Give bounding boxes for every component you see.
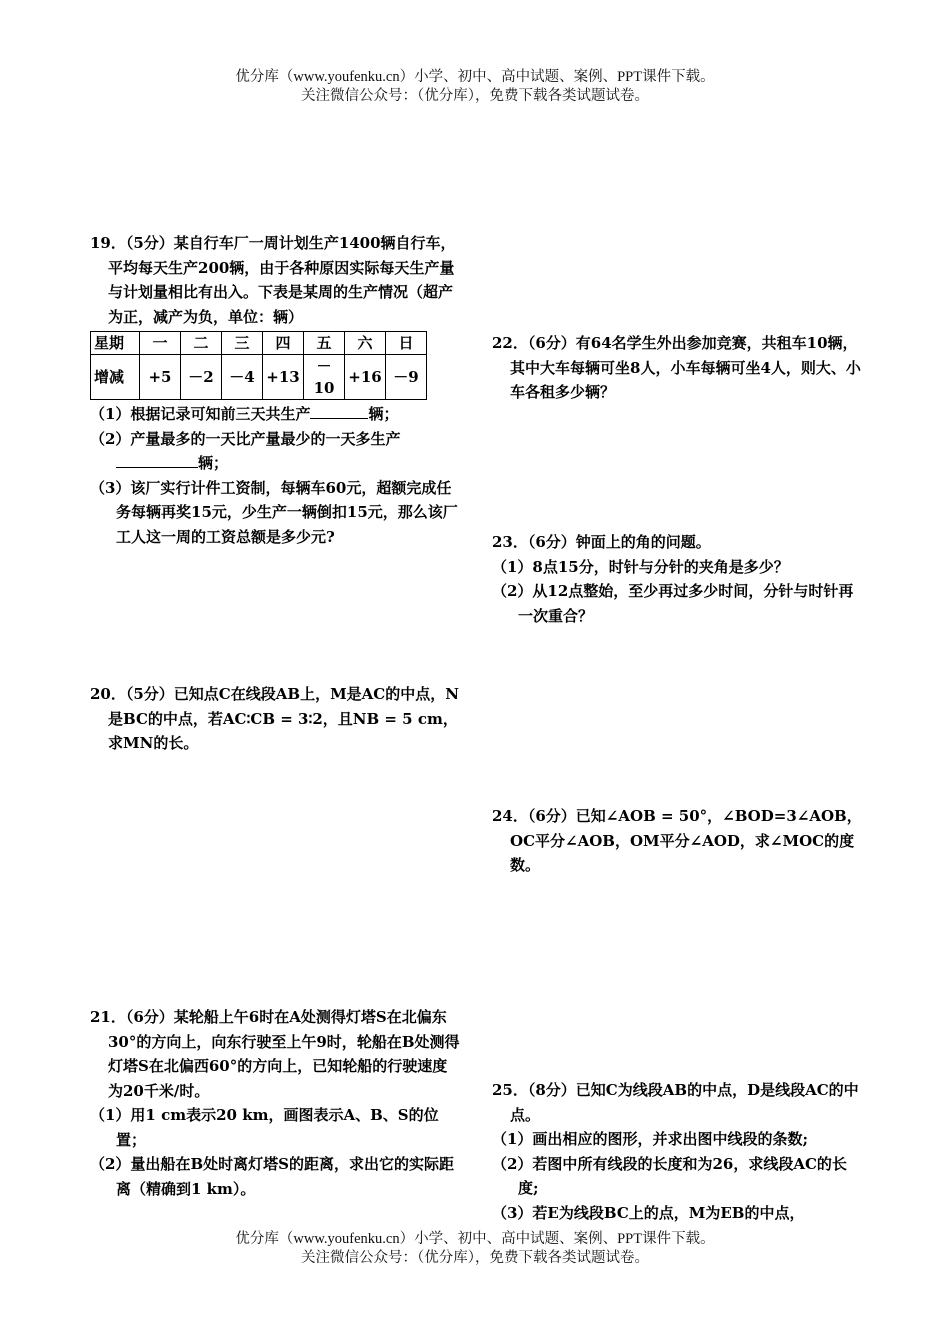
q21-part-1: （1）用1 cm表示20 km，画图表示A、B、S的位置； <box>90 1106 439 1149</box>
q19-part-1-text: （1）根据记录可知前三天共生产 <box>90 405 311 423</box>
table-cell: －2 <box>181 355 222 400</box>
q25-stem: 25．（8分）已知C为线段AB的中点，D是线段AC的中点。 <box>492 1081 859 1124</box>
question-24 <box>492 804 864 878</box>
q22-stem: 22．（6分）有64名学生外出参加竞赛，共租车10辆，其中大车每辆可坐8人，小车每辆可坐4人，则大、小车各租多少辆？ <box>492 334 861 401</box>
table-header-cell: 增减 <box>91 355 140 400</box>
table-cell: 二 <box>181 332 222 355</box>
header-line-2: 关注微信公众号：（优分库），免费下载各类试题试卷。 <box>301 88 649 104</box>
question-22 <box>492 331 864 405</box>
table-cell: +16 <box>345 355 386 400</box>
table-cell: 六 <box>345 332 386 355</box>
table-cell: 日 <box>386 332 427 355</box>
page-header <box>0 68 950 106</box>
table-cell: +13 <box>263 355 304 400</box>
q19-part-1 <box>90 402 462 427</box>
question-23 <box>492 530 864 628</box>
table-cell: 五 <box>304 332 345 355</box>
answer-blank[interactable] <box>116 453 198 468</box>
q19-part-2-unit: 辆； <box>198 454 229 472</box>
q25-part-1: （1）画出相应的图形，并求出图中线段的条数; <box>492 1130 808 1148</box>
q19-part-2-text: （2）产量最多的一天比产量最少的一天多生产 <box>90 429 401 448</box>
table-cell: 一 <box>140 332 181 355</box>
table-cell: －4 <box>222 355 263 400</box>
q21-part-2: （2）量出船在B处时离灯塔S的距离，求出它的实际距离（精确到1 km）。 <box>90 1155 454 1198</box>
q19-part-1-unit: 辆； <box>368 405 399 423</box>
q25-part-3: （3）若E为线段BC上的点，M为EB的中点， <box>492 1203 805 1222</box>
table-cell: +5 <box>140 355 181 400</box>
question-21 <box>90 1005 462 1201</box>
answer-blank[interactable] <box>310 404 368 419</box>
table-cell: －9 <box>386 355 427 400</box>
q23-part-2: （2）从12点整始，至少再过多少时间，分针与时针再一次重合？ <box>492 582 854 625</box>
table-cell: 三 <box>222 332 263 355</box>
q25-part-2: （2）若图中所有线段的长度和为26，求线段AC的长度; <box>492 1154 847 1197</box>
table-cell: 四 <box>263 332 304 355</box>
q21-stem: 21．（6分）某轮船上午6时在A处测得灯塔S在北偏东30°的方向上，向东行驶至上午9时，轮船在B处测得灯塔S在北偏西60°的方向上，已知轮船的行驶速度为20千米/时。 <box>90 1008 460 1100</box>
footer-line-1: 优分库（www.youfenku.cn）小学、初中、高中试题、案例、PPT课件下载。 <box>235 1231 715 1247</box>
question-20 <box>90 682 462 756</box>
q19-part-3: （3）该厂实行计件工资制，每辆车60元，超额完成任务每辆再奖15元，少生产一辆倒扣15元，那么该厂工人这一周的工资总额是多少元? <box>90 478 458 546</box>
q19-part-2 <box>90 427 462 476</box>
footer-line-2: 关注微信公众号：（优分库），免费下载各类试题试卷。 <box>301 1250 649 1266</box>
q19-stem: 19．（5分）某自行车厂一周计划生产1400辆自行车，平均每天生产200辆，由于各种原因实际每天生产量与计划量相比有出入。下表是某周的生产情况（超产为正，减产为负，单位：辆） <box>90 234 456 326</box>
q24-stem: 24．（6分）已知∠AOB = 50°，∠BOD=3∠AOB，OC平分∠AOB，OM平分∠AOD，求∠MOC的度数。 <box>492 807 862 874</box>
table-header-cell: 星期 <box>91 332 140 355</box>
header-line-1: 优分库（www.youfenku.cn）小学、初中、高中试题、案例、PPT课件下载。 <box>235 69 715 85</box>
page-footer <box>0 1230 950 1268</box>
question-19 <box>90 231 462 549</box>
question-25 <box>492 1078 864 1225</box>
q23-stem: 23．（6分）钟面上的角的问题。 <box>492 533 711 551</box>
table-row <box>91 355 427 400</box>
table-row <box>91 332 427 355</box>
production-table <box>90 331 427 400</box>
table-cell: －10 <box>304 355 345 400</box>
q20-stem: 20．（5分）已知点C在线段AB上，M是AC的中点，N是BC的中点，若AC∶CB = 3∶2，且NB = 5 cm，求MN的长。 <box>90 685 459 752</box>
q23-part-1: （1）8点15分，时针与分针的夹角是多少？ <box>492 557 789 576</box>
